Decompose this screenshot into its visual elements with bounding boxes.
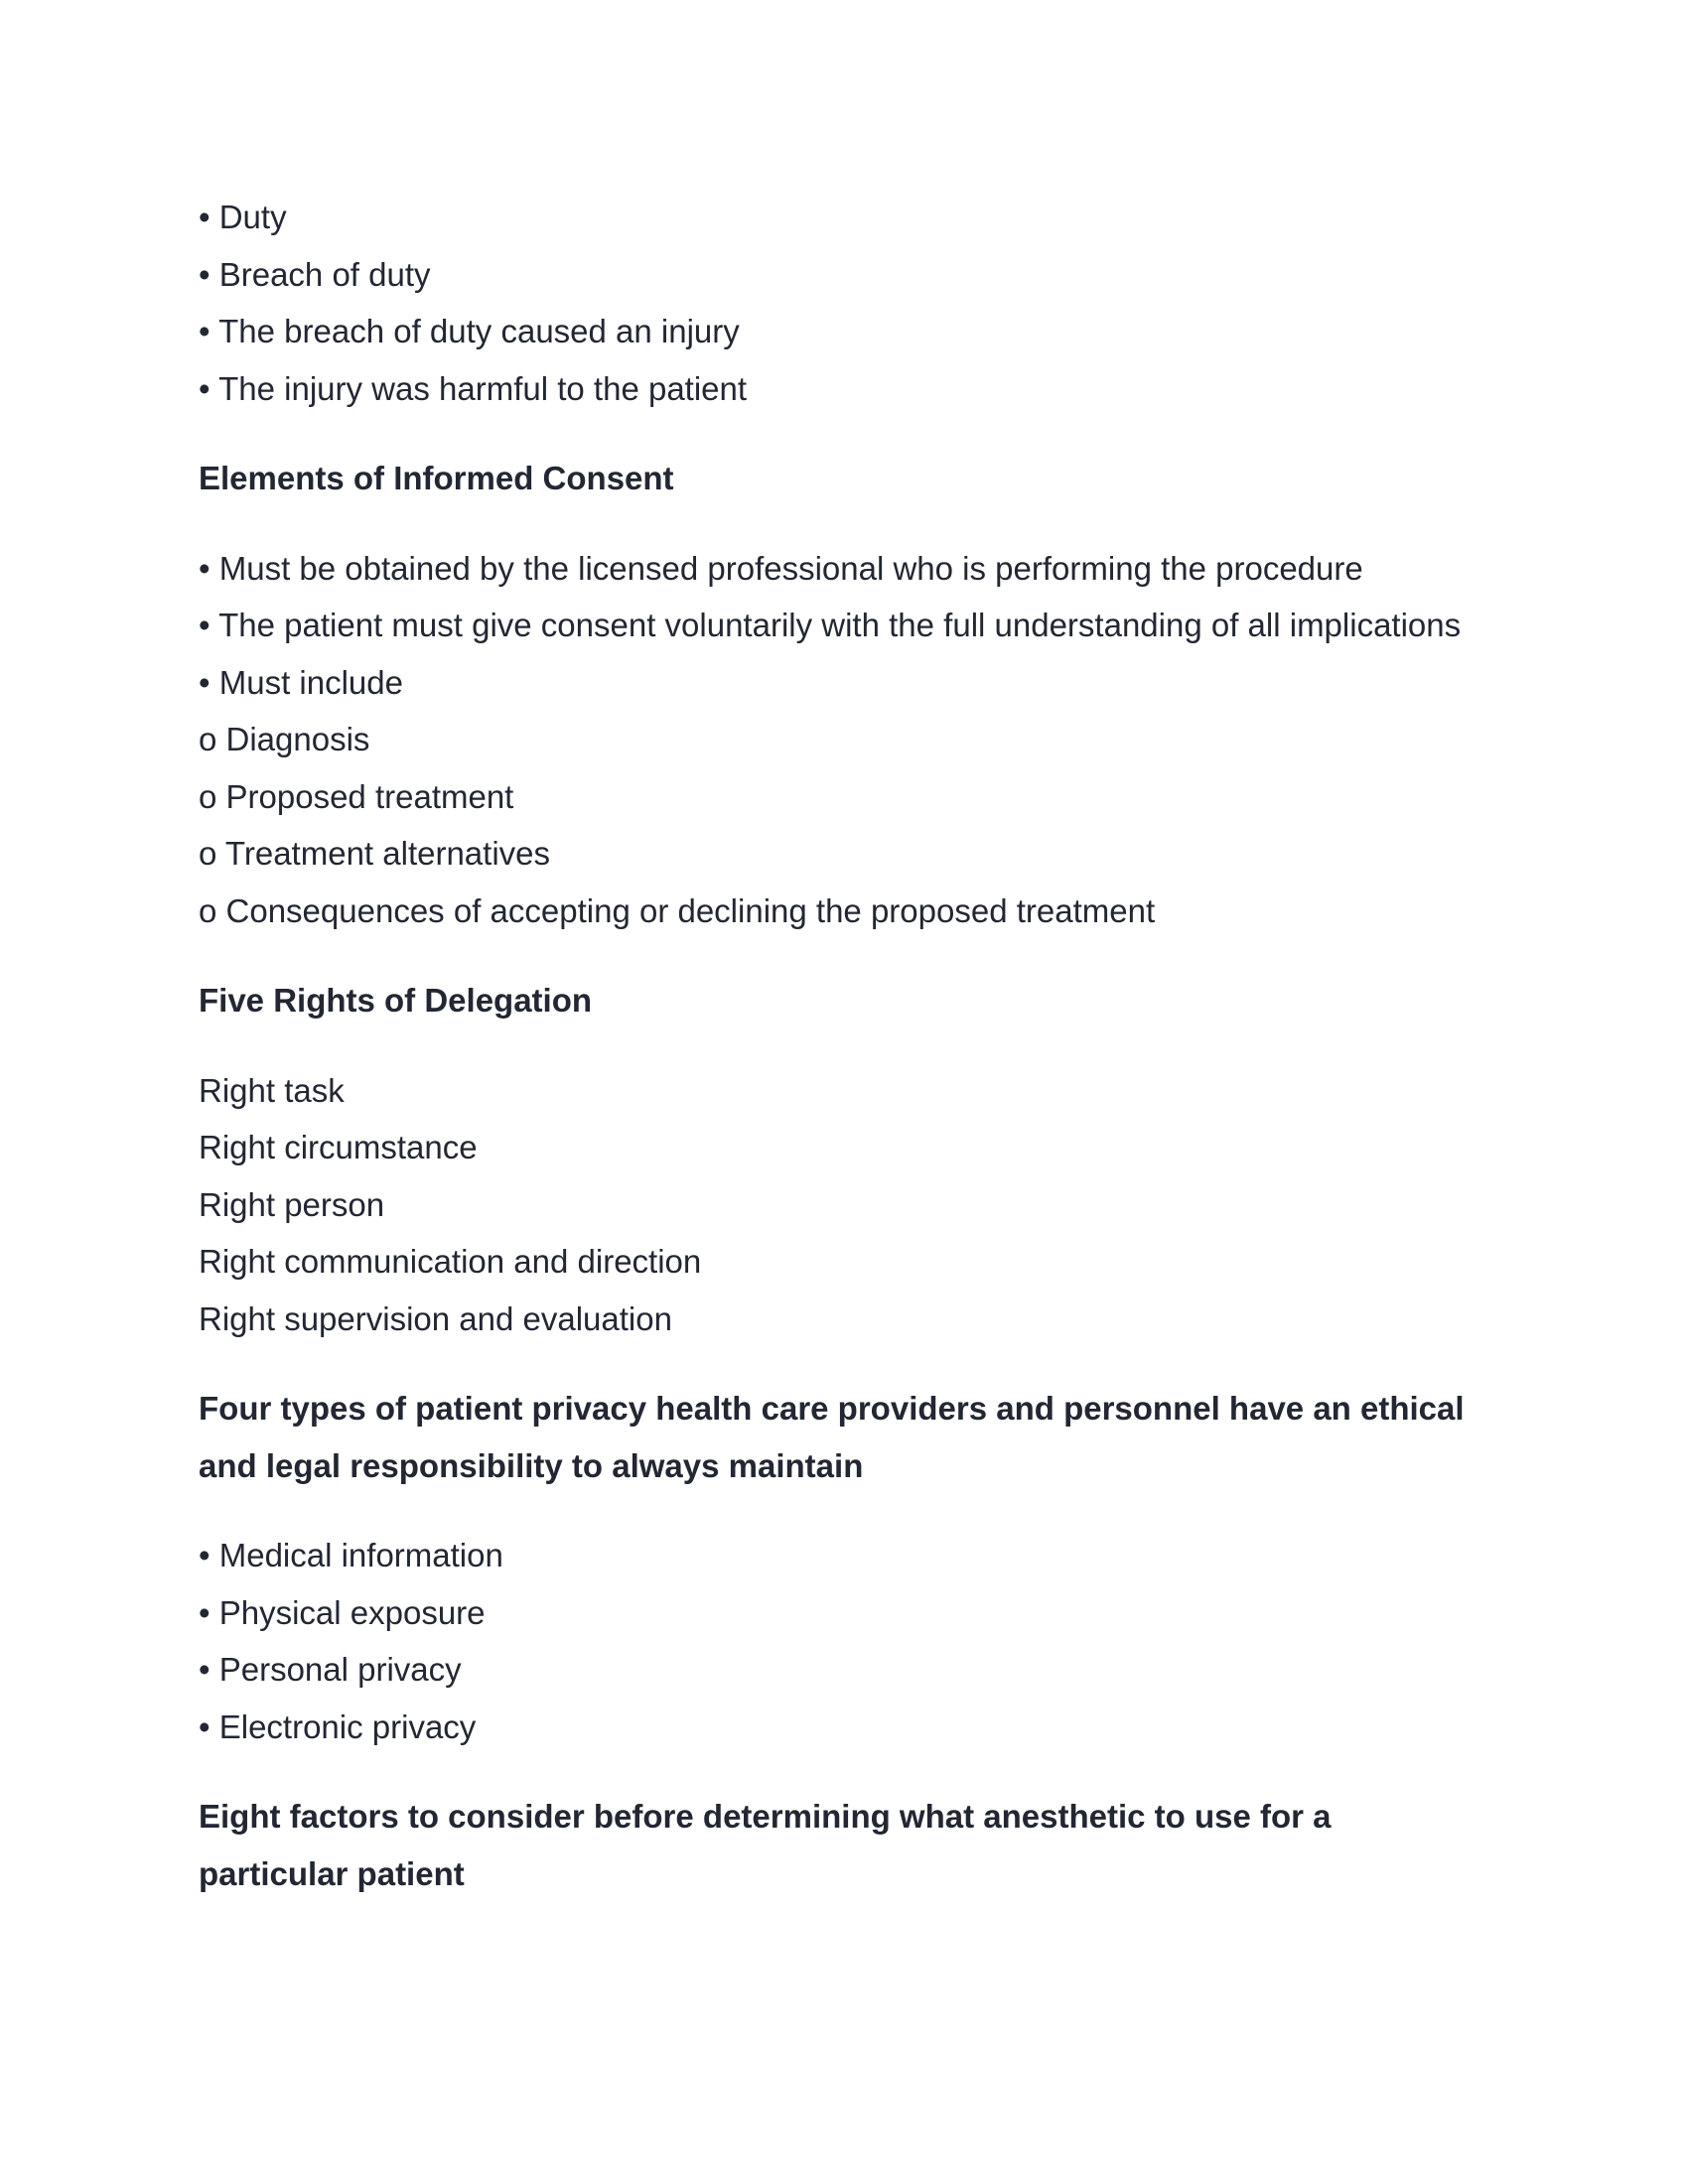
list-item: Right circumstance <box>199 1129 478 1165</box>
list-item: • Medical information <box>199 1537 503 1573</box>
list-item: • Personal privacy <box>199 1651 462 1688</box>
privacy-heading-line1: Four types of patient privacy health care providers and personnel have an ethical <box>199 1390 1465 1427</box>
list-item: • Breach of duty <box>199 255 431 293</box>
sub-list-item: o Diagnosis <box>199 721 370 757</box>
list-item: • Duty <box>199 199 287 235</box>
sub-list-item: o Consequences of accepting or declining the proposed treatment <box>199 891 1156 929</box>
anesthetic-heading <box>199 1788 1509 1902</box>
list-item: • Must include <box>199 663 403 701</box>
privacy-list <box>199 1527 1509 1755</box>
privacy-heading <box>199 1380 1509 1494</box>
anesthetic-heading-line1: Eight factors to consider before determining what anesthetic to use for a <box>199 1798 1332 1835</box>
list-item: • The breach of duty caused an injury <box>199 313 740 349</box>
privacy-heading-line2: and legal responsibility to always maintain <box>199 1446 864 1484</box>
informed-consent-heading: Elements of Informed Consent <box>199 460 674 496</box>
informed-consent-list <box>199 540 1509 940</box>
list-item: • Electronic privacy <box>199 1707 477 1745</box>
list-item: • Physical exposure <box>199 1593 486 1631</box>
list-item: Right task <box>199 1071 345 1109</box>
document-page <box>199 189 1509 1902</box>
anesthetic-heading-line2: particular patient <box>199 1854 465 1892</box>
list-item: Right supervision and evaluation <box>199 1299 672 1337</box>
list-item: • Must be obtained by the licensed professional who is performing the procedure <box>199 549 1363 587</box>
delegation-list <box>199 1062 1509 1348</box>
sub-list-item: o Treatment alternatives <box>199 835 551 872</box>
list-item: Right communication and direction <box>199 1243 702 1280</box>
delegation-heading: Five Rights of Delegation <box>199 982 593 1019</box>
list-item: • The patient must give consent voluntarily with the full understanding of all implications <box>199 607 1462 643</box>
negligence-list <box>199 189 1509 417</box>
list-item: Right person <box>199 1185 385 1223</box>
list-item: • The injury was harmful to the patient <box>199 369 748 407</box>
sub-list-item: o Proposed treatment <box>199 777 514 815</box>
